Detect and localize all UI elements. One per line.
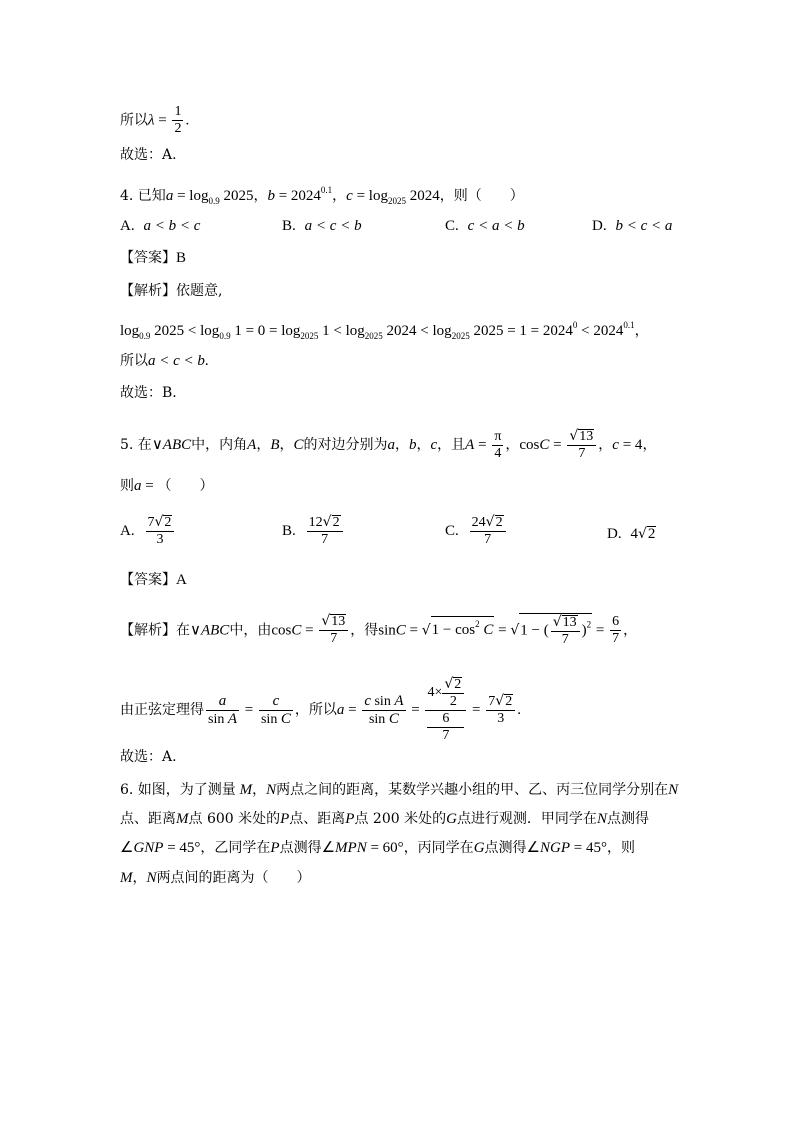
text-so: 所以 [120, 112, 148, 129]
q4-option-a[interactable]: A. a < b < c [120, 218, 201, 234]
q6-line2: 点、距离M点 600 米处的P点、距离P点 200 米处的G点进行观测．甲同学在N点测得 [120, 811, 649, 827]
q6-line1: 6. 如图，为了测量 M，N两点之间的距离，某数学兴趣小组的甲、乙、丙三位同学分别在N [120, 782, 679, 798]
q4-inequality-chain: $\log_{0.9} 2025 < \log_{0.9} 1 = 0 = \log_{2025} 1 < \log_{2025} 2024 < \log_{2025} 2025 = 1 = 2024^0 < 2024^{0.1}$， [120, 320, 649, 341]
q6-line4: M，N两点间的距离为（ ） [120, 870, 311, 886]
q4-answer: 【答案】B [120, 250, 187, 266]
q4-option-b[interactable]: B. a < c < b [282, 218, 362, 234]
choose-answer-a-2: 故选：A. [120, 749, 177, 765]
question-4-stem: 4. 已知$a = \log_{0.9} 2025$，$b = 2024^{0.1}$，$c = \log_{2025} 2024$，则（ ） [120, 185, 524, 206]
q5-option-a[interactable]: A. $\frac{7√2}{3}$ [120, 514, 176, 548]
solution-conclusion-lambda: 所以λ = $\frac{1}{2}$ . [120, 104, 190, 136]
q5-ask: 则a = （ ） [120, 478, 214, 494]
q5-option-d[interactable]: D. 4√2 [607, 526, 656, 542]
q4-analysis-intro: 【解析】依题意, [120, 283, 223, 299]
q5-option-c[interactable]: C. $\frac{24√2}{7}$ [445, 514, 508, 548]
q6-line3: ∠GNP = 45°，乙同学在P点测得∠MPN = 60°，丙同学在G点测得∠NGP = 45°，则 [120, 840, 635, 856]
q4-option-d[interactable]: D. b < c < a [592, 218, 673, 234]
q5-answer: 【答案】A [120, 572, 187, 588]
q5-analysis-line2: 由正弦定理得 $\frac{a}{\text{sin A}}$ = $\frac{c}{\text{sin C}}$ ，所以a = $\frac{\text{c sin A}}{\text{sin C}}$ = 4× $\frac{√2}{2}$ 6 7 = $\frac{7√2}{3}$ . [120, 676, 521, 743]
choose-answer-a: 故选：A. [120, 147, 177, 163]
q5-option-b[interactable]: B. $\frac{12√2}{7}$ [282, 514, 345, 548]
q4-option-c[interactable]: C. c < a < b [445, 218, 525, 234]
q5-analysis-line1: 【解析】在∨ABC中，由cosC = $\frac{√13}{7}$ ，得$\sin C = √1 - \cos^2 C = √1$ − ( $\frac{√13}{7}$ )$^2$ = $\frac{6}{7}$ ， [120, 613, 638, 647]
lambda-var: λ [148, 112, 155, 129]
question-5-stem: 5. 在∨ABC中，内角A，B，C的对边分别为a，b，c，且A = $\frac{\pi}{4}$ ，cosC = $\frac{√13}{7}$ ，c = 4， [120, 428, 657, 461]
choose-answer-b: 故选：B. [120, 385, 177, 401]
q4-conclusion: 所以a < c < b. [120, 353, 209, 369]
fraction-one-half: $\frac{1}{2}$ [174, 104, 182, 136]
